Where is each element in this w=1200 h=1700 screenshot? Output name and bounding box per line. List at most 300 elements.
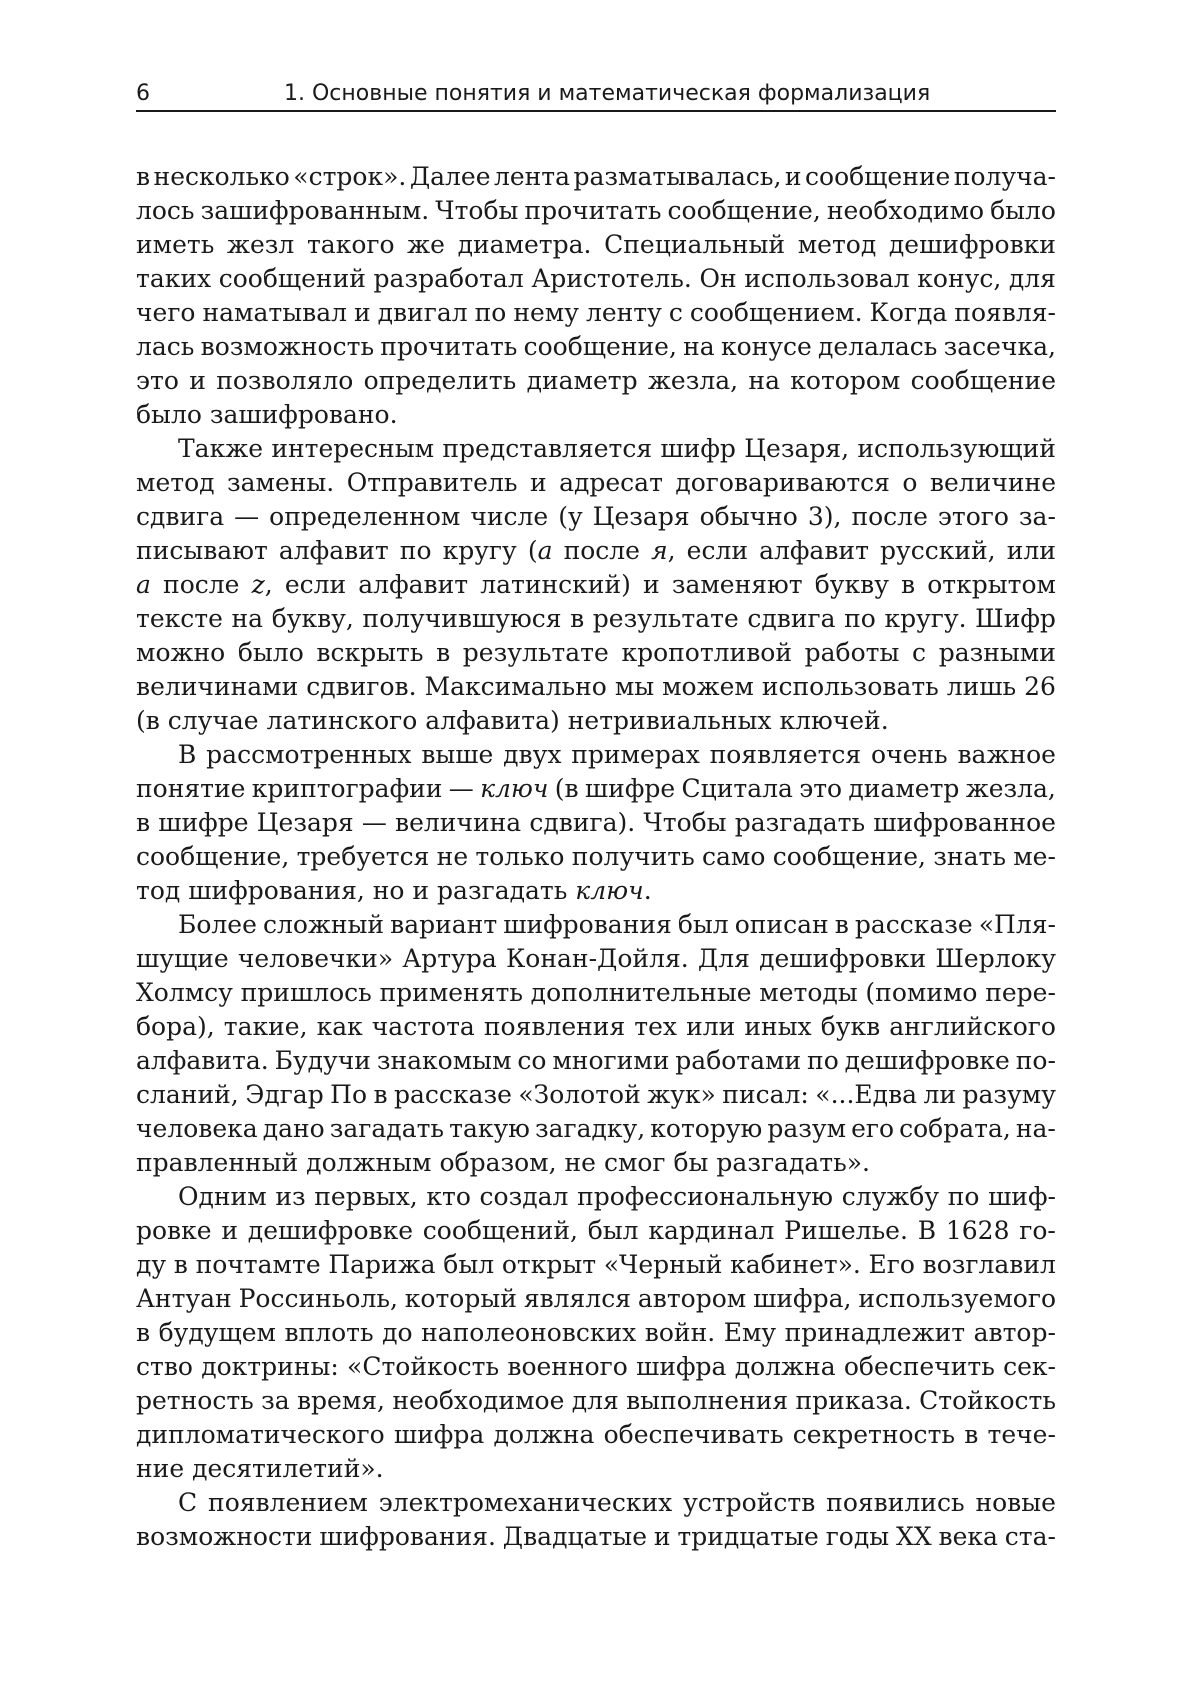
word: образом, bbox=[439, 1148, 557, 1177]
word: адресат bbox=[559, 468, 663, 497]
word: примерах bbox=[571, 740, 700, 769]
word: шиф- bbox=[988, 1182, 1056, 1211]
word: жезл bbox=[227, 230, 295, 259]
word: Максимально bbox=[424, 672, 607, 701]
word: для bbox=[571, 1386, 619, 1415]
text-line bbox=[136, 1486, 1056, 1520]
word: жук» bbox=[647, 1080, 716, 1109]
word: тече- bbox=[987, 1420, 1056, 1449]
word: Одним bbox=[178, 1182, 267, 1211]
word: только bbox=[475, 842, 565, 871]
word: ду bbox=[136, 1250, 167, 1279]
word: сообщение bbox=[805, 162, 951, 191]
word: шифра bbox=[636, 1352, 727, 1381]
text-line bbox=[136, 466, 1056, 500]
word: мы bbox=[614, 672, 655, 701]
word: котором bbox=[790, 366, 901, 395]
word: это bbox=[136, 366, 179, 395]
word: Цезаря bbox=[592, 502, 690, 531]
word: алфавита. bbox=[136, 1046, 269, 1075]
page-number: 6 bbox=[136, 81, 150, 106]
text-line bbox=[136, 908, 1056, 942]
word: сдвига bbox=[136, 502, 225, 531]
word: должна bbox=[493, 1420, 595, 1449]
word: о bbox=[902, 468, 918, 497]
word: после bbox=[851, 502, 928, 531]
word: Эдгар bbox=[245, 1080, 324, 1109]
word: наматывал bbox=[202, 298, 347, 327]
word: чего bbox=[136, 298, 196, 327]
word: диаметр bbox=[848, 774, 960, 803]
word: латинского bbox=[266, 706, 418, 735]
text-line bbox=[136, 1180, 1056, 1214]
word: вплоть bbox=[284, 1318, 374, 1347]
word: очень bbox=[871, 740, 948, 769]
word: такую bbox=[449, 1114, 530, 1143]
word: Он bbox=[699, 264, 737, 293]
word: диаметр bbox=[526, 366, 638, 395]
text-line bbox=[136, 398, 1056, 432]
word: из bbox=[275, 1182, 306, 1211]
text-line bbox=[136, 568, 1056, 602]
word: разгадать bbox=[734, 808, 866, 837]
word: ключ. bbox=[575, 876, 652, 905]
text-line bbox=[136, 1010, 1056, 1044]
word: Также bbox=[178, 434, 263, 463]
word: по- bbox=[1015, 1046, 1056, 1075]
word: человечки» bbox=[237, 944, 394, 973]
word: после bbox=[163, 570, 240, 599]
word: со bbox=[517, 1046, 547, 1075]
word: по bbox=[844, 604, 876, 633]
word: Далее bbox=[409, 162, 491, 191]
paragraph bbox=[136, 1486, 1056, 1554]
word: или bbox=[1006, 536, 1056, 565]
word: кругу bbox=[442, 536, 517, 565]
text-line bbox=[136, 976, 1056, 1010]
word: Шифр bbox=[975, 604, 1056, 633]
word: же bbox=[407, 230, 445, 259]
text-line bbox=[136, 194, 1056, 228]
word: шифрованное bbox=[873, 808, 1056, 837]
word: появля- bbox=[954, 298, 1056, 327]
word: сдвигов. bbox=[306, 672, 417, 701]
word: Россиньоль, bbox=[238, 1284, 398, 1313]
word: годы bbox=[825, 1522, 890, 1551]
word: почтамте bbox=[195, 1250, 321, 1279]
word: — bbox=[448, 774, 474, 803]
word: устройств bbox=[683, 1488, 816, 1517]
word: на bbox=[683, 332, 715, 361]
word: в bbox=[834, 910, 849, 939]
word: лась bbox=[136, 332, 195, 361]
word: вскрыть bbox=[316, 638, 424, 667]
word: являлся bbox=[523, 1284, 631, 1313]
word: 26 bbox=[1024, 672, 1056, 701]
word: новые bbox=[975, 1488, 1056, 1517]
paragraph bbox=[136, 160, 1056, 432]
word: дешифровке bbox=[844, 1046, 1010, 1075]
word: должна bbox=[734, 1352, 836, 1381]
word: создал bbox=[479, 1182, 569, 1211]
word: как bbox=[316, 1012, 363, 1041]
word: кардинал bbox=[648, 1216, 775, 1245]
word: кто bbox=[426, 1182, 471, 1211]
word: «Стойкость bbox=[347, 1352, 500, 1381]
text-line bbox=[136, 364, 1056, 398]
word: сек- bbox=[1003, 1352, 1056, 1381]
word: (у bbox=[558, 502, 583, 531]
word: знать bbox=[933, 842, 1006, 871]
word: военного bbox=[507, 1352, 628, 1381]
word: сообщение, bbox=[523, 332, 677, 361]
word: тексте bbox=[136, 604, 223, 633]
word: необходимое bbox=[392, 1386, 565, 1415]
text-line bbox=[136, 874, 1056, 908]
word: бора), bbox=[136, 1012, 215, 1041]
text-line bbox=[136, 806, 1056, 840]
word: не bbox=[436, 842, 469, 871]
word: по bbox=[399, 536, 432, 565]
word: лента bbox=[493, 162, 571, 191]
word: на- bbox=[1015, 1114, 1056, 1143]
word: (в bbox=[554, 774, 579, 803]
word: ровке bbox=[136, 1216, 212, 1245]
word: в bbox=[173, 1250, 188, 1279]
word: время, bbox=[296, 1386, 386, 1415]
word: и bbox=[653, 1522, 671, 1551]
word: на bbox=[231, 604, 264, 633]
word: — bbox=[361, 808, 387, 837]
word: с bbox=[912, 638, 927, 667]
text-line bbox=[136, 772, 1056, 806]
text-line bbox=[136, 636, 1056, 670]
word: Для bbox=[697, 944, 750, 973]
word: автором bbox=[637, 1284, 747, 1313]
text-line bbox=[136, 1112, 1056, 1146]
text-line bbox=[136, 602, 1056, 636]
word: описан bbox=[734, 910, 829, 939]
word: за- bbox=[1018, 502, 1056, 531]
word: и bbox=[221, 1216, 239, 1245]
word: я, bbox=[651, 536, 676, 565]
word: сообщение bbox=[910, 366, 1056, 395]
word: определенном bbox=[269, 502, 461, 531]
word: метод bbox=[136, 468, 215, 497]
word: величине bbox=[929, 468, 1056, 497]
word: с bbox=[668, 298, 683, 327]
word: делалась bbox=[818, 332, 938, 361]
word: разработал bbox=[373, 264, 524, 293]
word: букву bbox=[814, 570, 889, 599]
word: иметь bbox=[136, 230, 215, 259]
word: методы bbox=[759, 978, 858, 1007]
word: рассказе bbox=[854, 910, 973, 939]
word: Чтобы bbox=[435, 196, 519, 225]
word: дешифровке bbox=[247, 1216, 414, 1245]
word: если bbox=[284, 570, 347, 599]
word: в bbox=[136, 808, 151, 837]
word: загадать bbox=[329, 1114, 445, 1143]
word: «Золотой bbox=[518, 1080, 641, 1109]
text-line bbox=[136, 1282, 1056, 1316]
word: получа- bbox=[953, 162, 1056, 191]
word: алфавит bbox=[358, 570, 469, 599]
word: такие, bbox=[223, 1012, 308, 1041]
running-header bbox=[136, 78, 1056, 112]
text-line bbox=[136, 160, 1056, 194]
word: Отправитель bbox=[346, 468, 518, 497]
word: выше bbox=[421, 740, 494, 769]
word: кропотливой bbox=[621, 638, 792, 667]
word: которую bbox=[650, 1114, 763, 1143]
word: интересным bbox=[271, 434, 435, 463]
word: дипломатического bbox=[136, 1420, 385, 1449]
word: автор- bbox=[973, 1318, 1056, 1347]
word: сложный bbox=[262, 910, 385, 939]
word: возможности bbox=[136, 1522, 313, 1551]
word: рассмотренных bbox=[206, 740, 412, 769]
word: Аристотель. bbox=[531, 264, 692, 293]
word: загадку, bbox=[535, 1114, 646, 1143]
text-line bbox=[136, 534, 1056, 568]
word: латинский) bbox=[480, 570, 631, 599]
word: метод bbox=[797, 230, 877, 259]
word: войн. bbox=[644, 1318, 716, 1347]
word: сообщение, bbox=[136, 842, 290, 871]
word: конусе bbox=[720, 332, 812, 361]
word: и bbox=[529, 468, 547, 497]
word: ключей. bbox=[779, 706, 889, 735]
word: и bbox=[353, 298, 371, 327]
word: ние bbox=[136, 1454, 185, 1483]
word: по bbox=[947, 1182, 980, 1211]
word: принадлежит bbox=[784, 1318, 966, 1347]
word: несколько bbox=[153, 162, 290, 191]
word: можем bbox=[662, 672, 754, 701]
word: многими bbox=[552, 1046, 670, 1075]
word: Парижа bbox=[328, 1250, 436, 1279]
word: работы bbox=[804, 638, 900, 667]
word: службу bbox=[841, 1182, 940, 1211]
word: ство bbox=[136, 1352, 193, 1381]
word: Когда bbox=[869, 298, 948, 327]
word: нему bbox=[513, 298, 579, 327]
word: для bbox=[1008, 264, 1056, 293]
word: Двадцатые bbox=[502, 1522, 647, 1551]
word: сланий, bbox=[136, 1080, 239, 1109]
word: обычно bbox=[699, 502, 798, 531]
word: за bbox=[261, 1386, 290, 1415]
word: выполнения bbox=[626, 1386, 789, 1415]
word: шифре bbox=[584, 774, 676, 803]
word: зашифровано. bbox=[209, 400, 398, 429]
word: в bbox=[901, 570, 916, 599]
word: такого bbox=[306, 230, 395, 259]
word: Ришелье. bbox=[784, 1216, 908, 1245]
word: вариант bbox=[390, 910, 498, 939]
word: тод bbox=[136, 876, 181, 905]
word: разматывалась, bbox=[573, 162, 782, 191]
word: на bbox=[748, 366, 780, 395]
word: был bbox=[587, 1216, 639, 1245]
chapter-title: 1. Основные понятия и математическая формализация bbox=[284, 81, 931, 106]
word: десятилетий». bbox=[192, 1454, 384, 1483]
text-line bbox=[136, 1350, 1056, 1384]
word: работами bbox=[675, 1046, 802, 1075]
word: в bbox=[964, 1420, 979, 1449]
word: Шерлоку bbox=[935, 944, 1056, 973]
word: таких bbox=[136, 264, 212, 293]
word: Ему bbox=[723, 1318, 777, 1347]
word: (помимо bbox=[865, 978, 978, 1007]
word: иных bbox=[744, 1012, 812, 1041]
word: и bbox=[189, 366, 206, 395]
word: Специальный bbox=[604, 230, 786, 259]
text-line bbox=[136, 1384, 1056, 1418]
word: пере- bbox=[985, 978, 1056, 1007]
word: по bbox=[474, 298, 507, 327]
text-line bbox=[136, 432, 1056, 466]
word: случае bbox=[167, 706, 259, 735]
word: был bbox=[677, 910, 729, 939]
word: дано bbox=[262, 1114, 325, 1143]
word: шифрования. bbox=[319, 1522, 496, 1551]
word: русский, bbox=[879, 536, 996, 565]
word: шифрования, bbox=[188, 876, 365, 905]
word: смог bbox=[603, 1148, 666, 1177]
word: сообщение, bbox=[667, 196, 821, 225]
word: нетривиальных bbox=[567, 706, 772, 735]
word: «Черный bbox=[603, 1250, 723, 1279]
word: если bbox=[686, 536, 748, 565]
word: дополнительные bbox=[530, 978, 752, 1007]
word: тех bbox=[634, 1012, 678, 1041]
word: Холмсу bbox=[136, 978, 233, 1007]
word: го- bbox=[1019, 1216, 1056, 1245]
word: числе bbox=[470, 502, 549, 531]
word: человека bbox=[136, 1114, 258, 1143]
text-line bbox=[136, 1214, 1056, 1248]
word: представляется bbox=[442, 434, 653, 463]
word: получившуюся bbox=[362, 604, 562, 633]
word: появления bbox=[483, 1012, 626, 1041]
word: Более bbox=[178, 910, 257, 939]
word: шифр bbox=[660, 434, 736, 463]
word: Цезаря, bbox=[744, 434, 850, 463]
word: правленный bbox=[136, 1148, 299, 1177]
text-line bbox=[136, 500, 1056, 534]
text-line bbox=[136, 1452, 1056, 1486]
word: бы bbox=[673, 1148, 709, 1177]
word: Его bbox=[868, 1250, 915, 1279]
word: «...Едва bbox=[815, 1080, 918, 1109]
word: был bbox=[443, 1250, 495, 1279]
word: 1628 bbox=[945, 1216, 1010, 1245]
word: определить bbox=[363, 366, 517, 395]
word: сообщение, bbox=[772, 842, 926, 871]
word: требуется bbox=[296, 842, 430, 871]
word: результате bbox=[592, 604, 739, 633]
word: ста- bbox=[1004, 1522, 1056, 1551]
word: ленту bbox=[585, 298, 662, 327]
word: и bbox=[643, 570, 660, 599]
word: замены. bbox=[226, 468, 335, 497]
word: 3), bbox=[807, 502, 842, 531]
word: возможность bbox=[200, 332, 375, 361]
text-line bbox=[136, 1078, 1056, 1112]
word: сдвига bbox=[747, 604, 836, 633]
body-text bbox=[136, 160, 1056, 1554]
word: величинами bbox=[136, 672, 299, 701]
word: возглавил bbox=[922, 1250, 1056, 1279]
word: жезла, bbox=[965, 774, 1056, 803]
word: частота bbox=[371, 1012, 475, 1041]
word: сообщений, bbox=[422, 1216, 578, 1245]
word: Чтобы bbox=[643, 808, 727, 837]
word: это bbox=[799, 774, 843, 803]
word: тридцатые bbox=[677, 1522, 819, 1551]
word: «строк». bbox=[293, 162, 407, 191]
text-line bbox=[136, 1418, 1056, 1452]
word: в bbox=[136, 162, 151, 191]
text-line bbox=[136, 670, 1056, 704]
word: конус, bbox=[917, 264, 1002, 293]
paragraph bbox=[136, 1180, 1056, 1486]
word: сдвига). bbox=[529, 808, 636, 837]
word: z, bbox=[251, 570, 273, 599]
word: можно bbox=[136, 638, 226, 667]
word: шифрования bbox=[503, 910, 672, 939]
word: по bbox=[807, 1046, 839, 1075]
word: — bbox=[234, 502, 260, 531]
word: дешифровки bbox=[759, 944, 927, 973]
word: шущие bbox=[136, 944, 229, 973]
word: Антуан bbox=[136, 1284, 232, 1313]
word: и bbox=[412, 876, 430, 905]
word: после bbox=[563, 536, 640, 565]
word: разгадать bbox=[437, 876, 568, 905]
word: в bbox=[373, 1080, 388, 1109]
word: разгадать». bbox=[716, 1148, 870, 1177]
word: шифре bbox=[158, 808, 249, 837]
text-line bbox=[136, 1044, 1056, 1078]
word: алфавита) bbox=[425, 706, 560, 735]
word: важное bbox=[957, 740, 1056, 769]
word: рассказе bbox=[394, 1080, 512, 1109]
word: сообщений bbox=[218, 264, 366, 293]
word: Стойкость bbox=[919, 1386, 1056, 1415]
text-line bbox=[136, 840, 1056, 874]
word: и bbox=[784, 162, 802, 191]
word: XX bbox=[896, 1522, 932, 1551]
word: который bbox=[404, 1284, 517, 1313]
text-line bbox=[136, 738, 1056, 772]
text-line bbox=[136, 1146, 1056, 1180]
word: диаметра. bbox=[457, 230, 592, 259]
paragraph bbox=[136, 908, 1056, 1180]
word: кабинет». bbox=[730, 1250, 861, 1279]
text-line bbox=[136, 1316, 1056, 1350]
word: наполеоновских bbox=[421, 1318, 637, 1347]
word: английского bbox=[889, 1012, 1056, 1041]
word: получить bbox=[571, 842, 695, 871]
word: профессиональную bbox=[577, 1182, 834, 1211]
word: Артура bbox=[402, 944, 497, 973]
word: заменяют bbox=[671, 570, 803, 599]
word: должным bbox=[306, 1148, 432, 1177]
paragraph bbox=[136, 738, 1056, 908]
